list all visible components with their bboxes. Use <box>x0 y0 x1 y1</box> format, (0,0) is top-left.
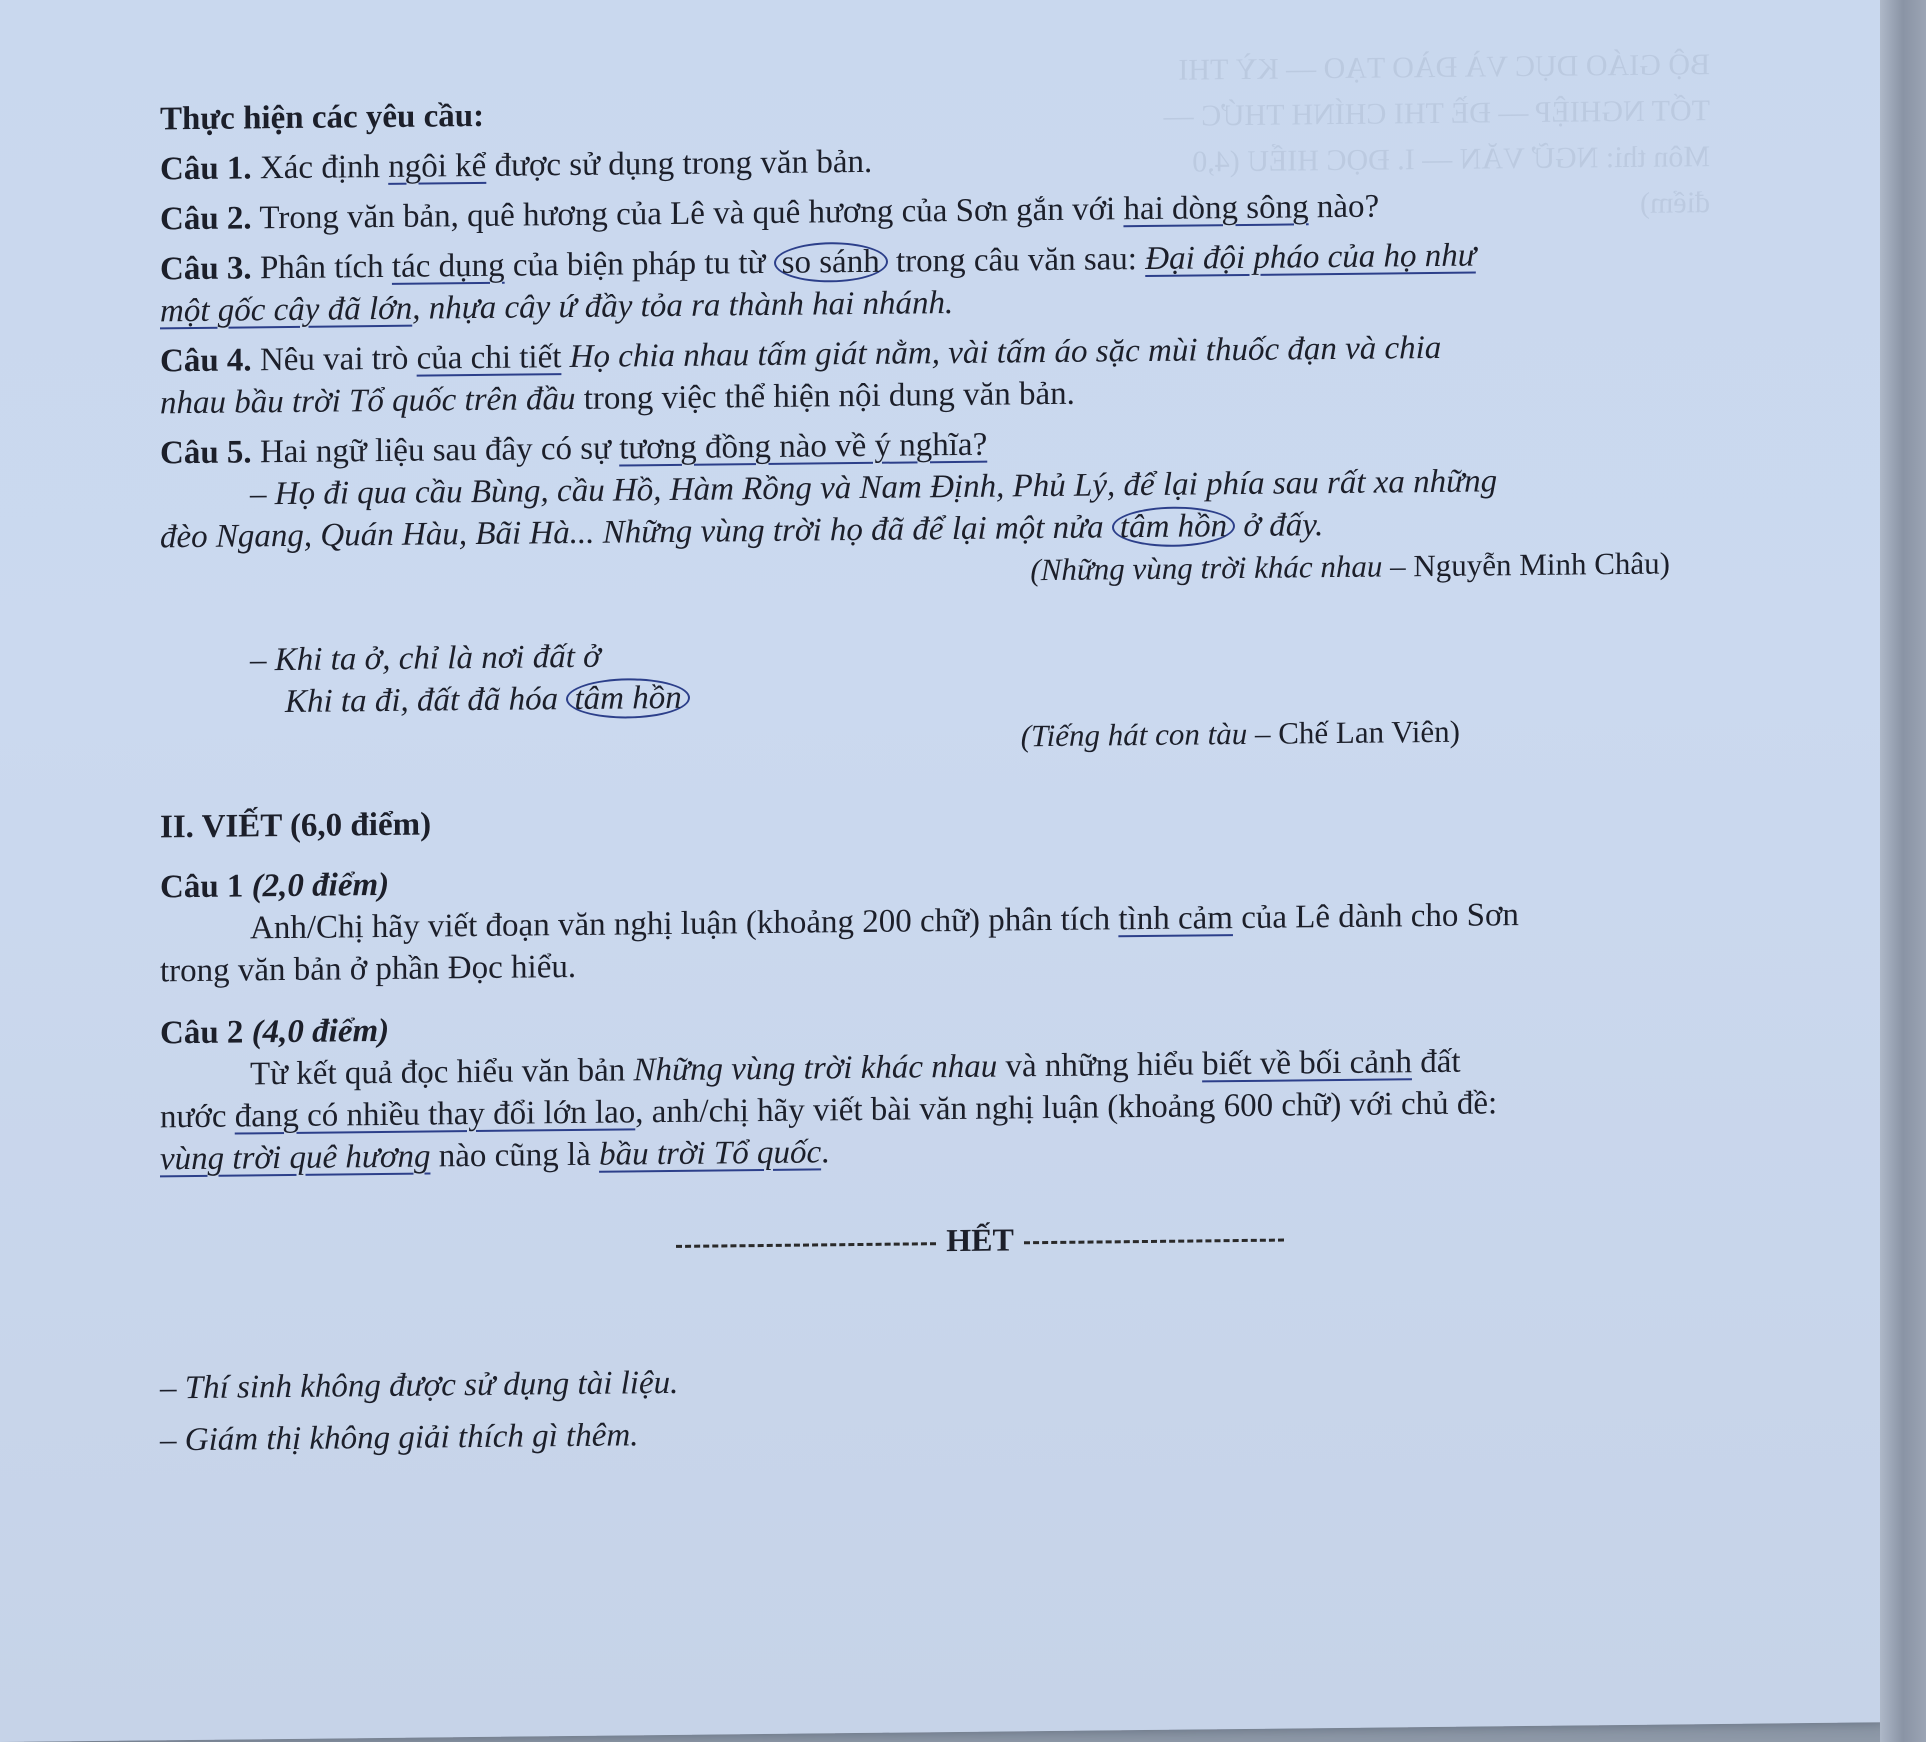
dashed-rule <box>676 1242 936 1248</box>
show-through-text: BỘ GIÁO DỤC VÀ ĐÀO TẠO — KỲ THI TỐT NGHIỆP — ĐỀ THI CHÍNH THỨC — Môn thi: NGỮ VĂN — I. ĐỌC HIỂU (4,0 điểm) <box>1163 48 1710 220</box>
pen-underline: tình cảm <box>1118 900 1233 938</box>
excerpt-2-source: (Tiếng hát con tàu – Chế Lan Viên) <box>1020 713 1460 754</box>
pen-underline: tác dụng <box>391 247 505 285</box>
excerpt-1-source: (Những vùng trời khác nhau – Nguyễn Minh Châu) <box>1030 545 1670 588</box>
quoted-sentence: Đại đội pháo của họ như <box>1145 237 1476 278</box>
pen-circle: so sánh <box>774 242 888 283</box>
writing-question-2-heading: Câu 2 (4,0 điểm) <box>160 1012 390 1052</box>
pen-circle: tâm hồn <box>1112 506 1235 547</box>
pen-underline: hai dòng sông <box>1123 189 1309 228</box>
writing-question-2-line-3: vùng trời quê hương nào cũng là bầu trời Tổ quốc. <box>160 1134 830 1178</box>
question-label: Câu 5. <box>160 434 252 472</box>
exam-notes <box>160 1350 1800 1461</box>
question-label: Câu 4. <box>160 342 252 380</box>
topic-phrase: vùng trời quê hương <box>160 1138 431 1178</box>
reading-question-4-cont: nhau bầu trời Tổ quốc trên đầu trong việc thể hiện nội dung văn bản. <box>160 375 1075 422</box>
writing-question-1-line-1: Anh/Chị hãy viết đoạn văn nghị luận (khoảng 200 chữ) phân tích tình cảm của Lê dành cho Sơn <box>250 897 1519 947</box>
pen-circle: tâm hồn <box>566 678 689 719</box>
dashed-rule <box>1024 1239 1284 1245</box>
reading-question-3-cont: một gốc cây đã lớn, nhựa cây ứ đầy tỏa ra thành hai nhánh. <box>160 285 954 330</box>
question-label: Câu 2. <box>160 200 252 238</box>
excerpt-2-line-2: Khi ta đi, đất đã hóa tâm hồn <box>160 665 1800 724</box>
end-marker: HẾT <box>160 1213 1800 1267</box>
writing-question-2-line-2: nước đang có nhiều thay đổi lớn lao, anh/chị hãy viết bài văn nghị luận (khoảng 600 chữ) với chủ đề: <box>160 1085 1498 1136</box>
reading-question-3: Câu 3. Phân tích tác dụng của biện pháp tu từ so sánh trong câu văn sau: Đại đội pháo của họ như <box>160 237 1476 288</box>
excerpt-1-line-2: đèo Ngang, Quán Hàu, Bãi Hà... Những vùng trời họ đã để lại một nửa tâm hồn ở đấy. <box>160 507 1324 556</box>
pen-underline: biết về bối cảnh <box>1202 1044 1412 1083</box>
writing-question-1-heading: Câu 1 (2,0 điểm) <box>160 866 390 906</box>
question-label: Câu 3. <box>160 250 252 288</box>
note-item: – Giám thị không giải thích gì thêm. <box>160 1417 639 1459</box>
writing-question-1-line-2: trong văn bản ở phần Đọc hiểu. <box>160 948 577 990</box>
excerpt-2-line-1: – Khi ta ở, chỉ là nơi đất ở <box>250 638 601 679</box>
writing-section-title: II. VIẾT (6,0 điểm) <box>160 806 432 846</box>
page-edge <box>1880 0 1926 1742</box>
pen-underline: một gốc cây đã lớn <box>160 290 413 330</box>
pen-underline: của chi tiết <box>416 339 562 377</box>
pen-underline: đang có nhiều thay đổi lớn lao <box>234 1094 636 1135</box>
quoted-detail: Họ chia nhau tấm giát nằm, vài tấm áo sặc mùi thuốc đạn và chia <box>569 329 1442 376</box>
reading-question-5: Câu 5. Hai ngữ liệu sau đây có sự tương đồng nào về ý nghĩa? <box>160 426 988 472</box>
instructions-heading: Thực hiện các yêu cầu: <box>160 97 485 138</box>
topic-phrase: bầu trời Tổ quốc <box>599 1134 822 1173</box>
exam-content <box>160 81 1800 1461</box>
excerpt-1-line-1: – Họ đi qua cầu Bùng, cầu Hồ, Hàm Rồng và Nam Định, Phủ Lý, để lại phía sau rất xa những <box>250 463 1498 513</box>
note-item: – Thí sinh không được sử dụng tài liệu. <box>160 1364 679 1407</box>
writing-question-2-line-1: Từ kết quả đọc hiểu văn bản Những vùng trời khác nhau và những hiểu biết về bối cảnh đất <box>250 1043 1461 1093</box>
question-label: Câu 1. <box>160 150 252 188</box>
pen-underline: tương đồng nào về ý nghĩa? <box>619 426 988 467</box>
reading-question-4: Câu 4. Nêu vai trò của chi tiết Họ chia nhau tấm giát nằm, vài tấm áo sặc mùi thuốc đạn và chia <box>160 329 1442 380</box>
reading-question-1: Câu 1. Xác định ngôi kể được sử dụng trong văn bản. <box>160 143 873 188</box>
reading-question-2: Câu 2. Trong văn bản, quê hương của Lê và quê hương của Sơn gắn với hai dòng sông nào? <box>160 188 1380 238</box>
pen-underline: ngôi kể <box>388 147 487 185</box>
